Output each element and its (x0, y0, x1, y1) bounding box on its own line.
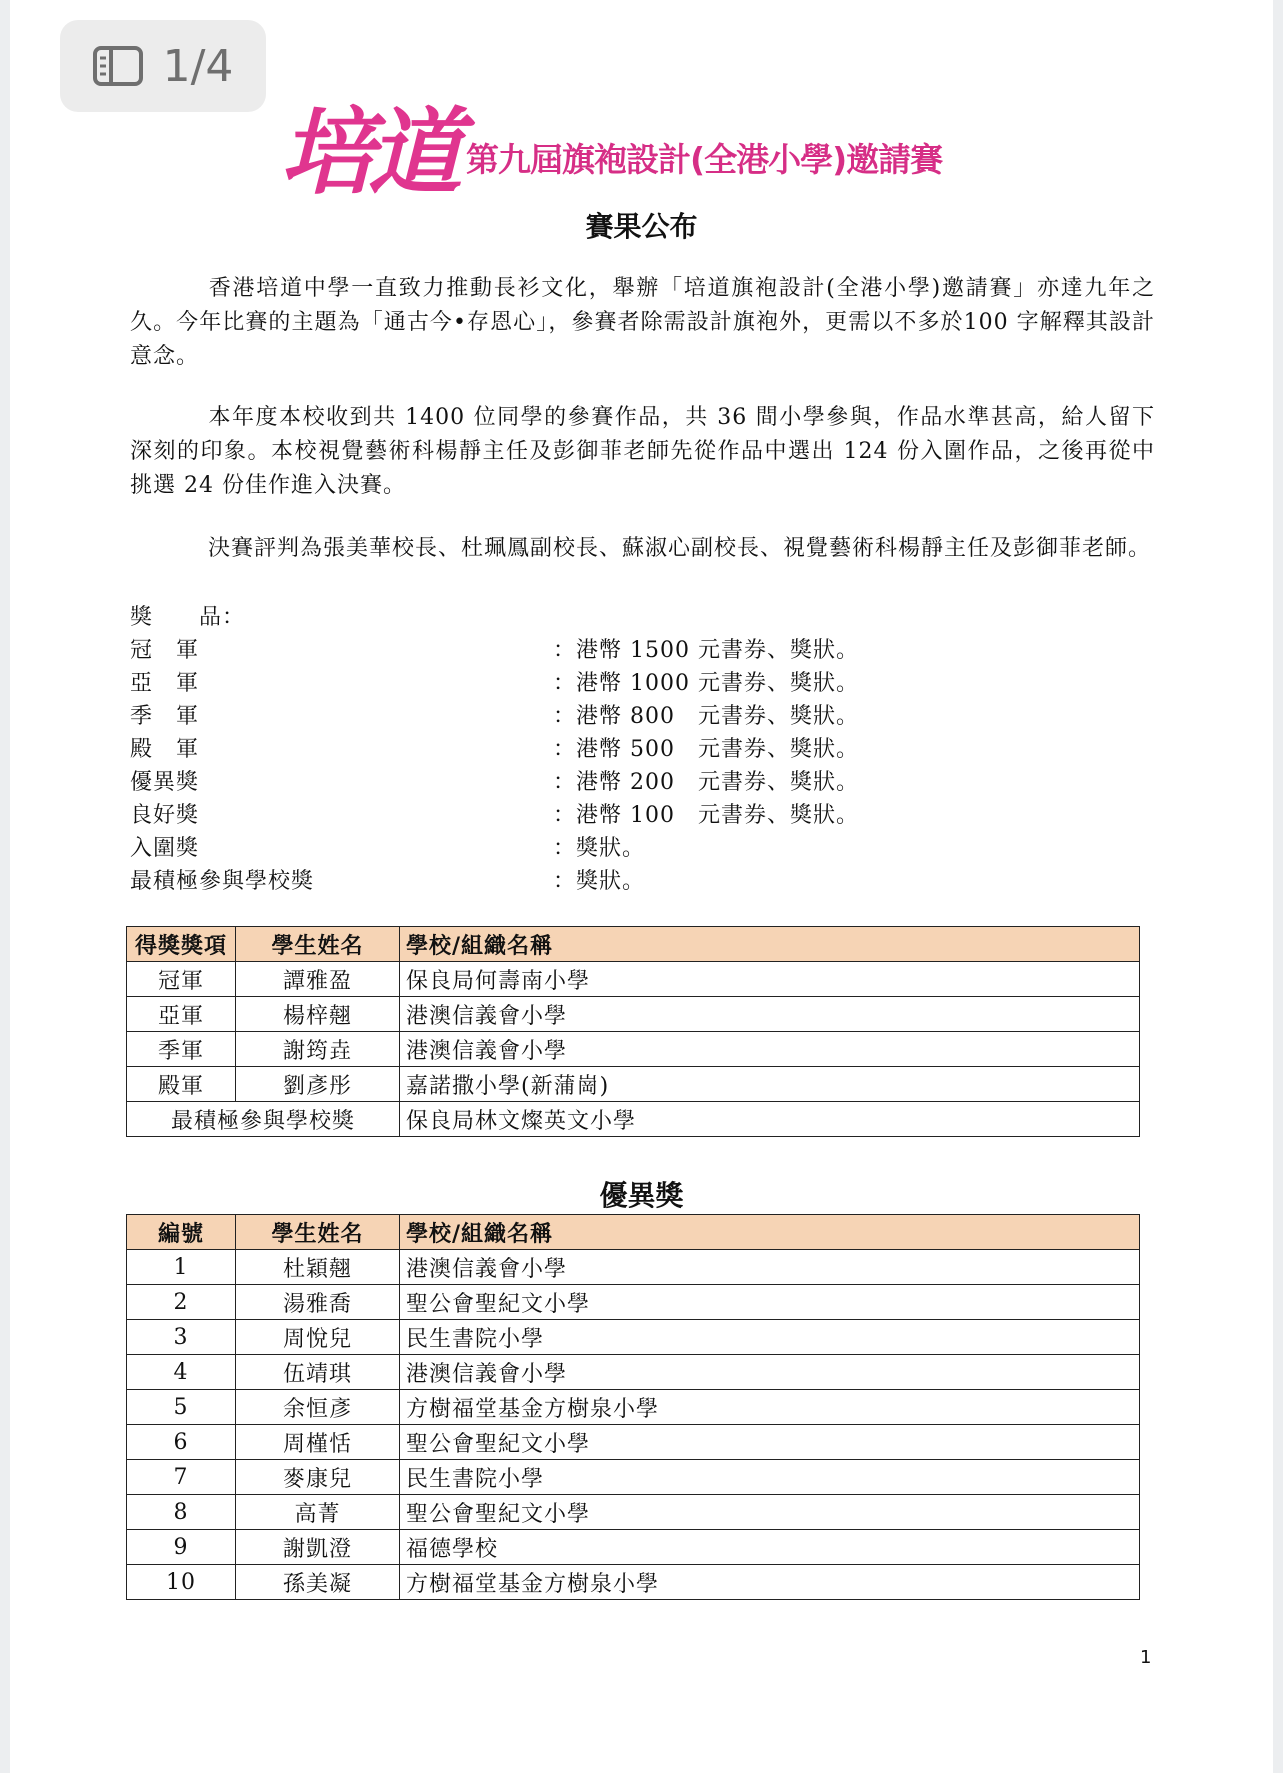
table-row (127, 1460, 1140, 1495)
number-cell: 7 (127, 1460, 236, 1495)
student-cell: 劉彥彤 (236, 1067, 400, 1102)
table-row (127, 1067, 1140, 1102)
number-cell: 8 (127, 1495, 236, 1530)
number-cell: 5 (127, 1390, 236, 1425)
school-cell: 港澳信義會小學 (400, 997, 1140, 1032)
school-cell: 方樹福堂基金方樹泉小學 (400, 1565, 1140, 1600)
table-row (127, 1565, 1140, 1600)
table-row (127, 1250, 1140, 1285)
table-row (127, 962, 1140, 997)
student-cell: 譚雅盈 (236, 962, 400, 997)
table-header-row (127, 927, 1140, 962)
school-cell: 聖公會聖紀文小學 (400, 1285, 1140, 1320)
school-cell: 港澳信義會小學 (400, 1250, 1140, 1285)
student-cell: 周悅兒 (236, 1320, 400, 1355)
student-cell: 周槿恬 (236, 1425, 400, 1460)
award-cell: 殿軍 (127, 1067, 236, 1102)
prize-row: 最積極參與學校獎 ：獎狀。 (130, 869, 646, 894)
number-cell: 9 (127, 1530, 236, 1565)
table-row (127, 1390, 1140, 1425)
page-number: 1 (1140, 1647, 1152, 1668)
school-cell: 方樹福堂基金方樹泉小學 (400, 1390, 1140, 1425)
table-row (127, 1285, 1140, 1320)
page-title: 賽果公布 (585, 210, 698, 243)
table-row (127, 1032, 1140, 1067)
column-header: 學校/組織名稱 (400, 927, 1140, 962)
table-row (127, 1355, 1140, 1390)
column-header: 學校/組織名稱 (400, 1215, 1140, 1250)
judges-paragraph: 決賽評判為張美華校長、杜珮鳳副校長、蘇淑心副校長、視覺藝術科楊靜主任及彭御菲老師。 (208, 536, 1152, 561)
sidebar-panel-icon[interactable] (93, 46, 143, 86)
school-cell: 嘉諾撒小學(新蒲崗) (400, 1067, 1140, 1102)
column-header: 學生姓名 (236, 927, 400, 962)
award-cell: 亞軍 (127, 997, 236, 1032)
school-cell: 保良局何壽南小學 (400, 962, 1140, 997)
table-header-row (127, 1215, 1140, 1250)
number-cell: 4 (127, 1355, 236, 1390)
award-cell: 季軍 (127, 1032, 236, 1067)
student-cell: 孫美凝 (236, 1565, 400, 1600)
school-cell: 福德學校 (400, 1530, 1140, 1565)
table-row (127, 1495, 1140, 1530)
school-cell: 民生書院小學 (400, 1460, 1140, 1495)
award-cell: 最積極參與學校獎 (127, 1102, 400, 1137)
number-cell: 6 (127, 1425, 236, 1460)
page-indicator-text: 1/4 (162, 40, 234, 92)
merit-table (126, 1214, 1140, 1600)
school-cell: 民生書院小學 (400, 1320, 1140, 1355)
number-cell: 2 (127, 1285, 236, 1320)
table-row (127, 1102, 1140, 1137)
school-cell: 聖公會聖紀文小學 (400, 1495, 1140, 1530)
table-row (127, 997, 1140, 1032)
student-cell: 高菁 (236, 1495, 400, 1530)
student-cell: 楊梓翹 (236, 997, 400, 1032)
prize-row: 季 軍 ：港幣 800 元書券、獎狀。 (130, 704, 859, 729)
number-cell: 10 (127, 1565, 236, 1600)
page-indicator[interactable] (60, 20, 266, 112)
prize-row: 優異獎 ：港幣 200 元書券、獎狀。 (130, 770, 859, 795)
school-cell: 保良局林文燦英文小學 (400, 1102, 1140, 1137)
school-cell: 港澳信義會小學 (400, 1355, 1140, 1390)
school-cell: 港澳信義會小學 (400, 1032, 1140, 1067)
student-cell: 湯雅喬 (236, 1285, 400, 1320)
award-cell: 冠軍 (127, 962, 236, 997)
table-row (127, 1530, 1140, 1565)
student-cell: 伍靖琪 (236, 1355, 400, 1390)
student-cell: 余恒彥 (236, 1390, 400, 1425)
awards-table (126, 926, 1140, 1137)
table-row (127, 1320, 1140, 1355)
column-header: 編號 (127, 1215, 236, 1250)
table-row (127, 1425, 1140, 1460)
submissions-paragraph: 本年度本校收到共 1400 位同學的參賽作品，共 36 間小學參與，作品水準甚高，給人留下深刻的印象。本校視覺藝術科楊靜主任及彭御菲老師先從作品中選出 124 份入圍作品，之後再從中挑選 24 份佳作進入決賽。 (130, 405, 1155, 498)
column-header: 得獎獎項 (127, 927, 236, 962)
student-cell: 麥康兒 (236, 1460, 400, 1495)
student-cell: 謝凱澄 (236, 1530, 400, 1565)
student-cell: 謝筠垚 (236, 1032, 400, 1067)
prize-row: 冠 軍 ：港幣 1500 元書券、獎狀。 (130, 638, 859, 663)
prize-row: 入圍獎 ：獎狀。 (130, 836, 646, 861)
prize-row: 亞 軍 ：港幣 1000 元書券、獎狀。 (130, 671, 859, 696)
prize-row: 良好獎 ：港幣 100 元書券、獎狀。 (130, 803, 859, 828)
prizes-heading: 獎 品： (130, 605, 246, 630)
number-cell: 3 (127, 1320, 236, 1355)
document-header (280, 98, 1000, 210)
student-cell: 杜穎翹 (236, 1250, 400, 1285)
column-header: 學生姓名 (236, 1215, 400, 1250)
school-cell: 聖公會聖紀文小學 (400, 1425, 1140, 1460)
intro-paragraph: 香港培道中學一直致力推動長衫文化，舉辦「培道旗袍設計(全港小學)邀請賽」亦達九年之久。今年比賽的主題為「通古今•存恩心」，參賽者除需設計旗袍外，更需以不多於100 字解釋其設計意念。 (130, 276, 1155, 369)
competition-title: 第九屆旗袍設計(全港小學)邀請賽 (466, 140, 943, 179)
school-logo: 培道 (280, 98, 457, 208)
number-cell: 1 (127, 1250, 236, 1285)
merit-title: 優異獎 (599, 1179, 684, 1212)
prize-row: 殿 軍 ：港幣 500 元書券、獎狀。 (130, 737, 859, 762)
